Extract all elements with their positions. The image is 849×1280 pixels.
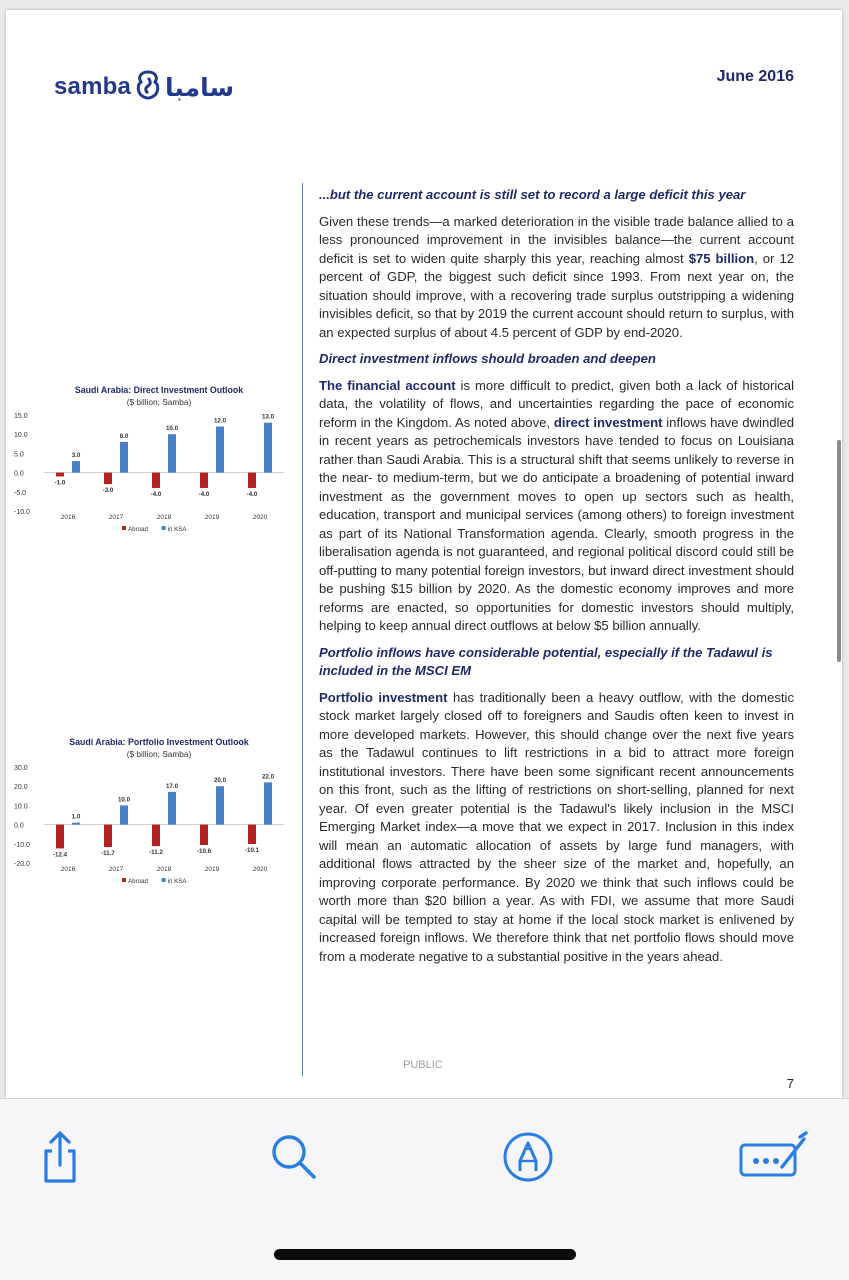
bar-abroad [200,825,208,845]
x-tick-label: 2018 [156,866,172,873]
x-tick-label: 2017 [108,514,124,521]
section-heading-portfolio: Portfolio inflows have considerable potential, especially if the Tadawul is included in the MSCI EM [319,644,773,678]
markup-button[interactable] [500,1129,556,1185]
data-label: 22.0 [261,773,275,781]
x-tick-label: 2017 [108,866,124,873]
data-label: -11.7 [101,850,115,858]
samba-emblem-icon [135,70,161,104]
share-button[interactable] [32,1129,88,1185]
section-heading-current-account: ...but the current account is still set to record a large deficit this year [319,187,746,202]
chart-svg [14,735,304,895]
y-tick-label: 10.0 [14,432,28,440]
x-tick-label: 2020 [252,866,268,873]
x-tick-label: 2018 [156,514,172,521]
text-run: is more difficult to predict, given both a lack of historical data, the volatility of flows, and uncertainties regarding the pace of economic reform in the Kingdom. As noted above, [319,377,795,430]
scrollbar-thumb[interactable] [837,440,841,662]
bar-abroad [248,473,256,488]
bar-in-ksa [216,427,224,473]
legend-swatch [162,878,166,882]
y-tick-label: -10.0 [14,509,30,516]
share-icon [38,1129,82,1185]
bar-abroad [56,825,64,849]
chart-subtitle: ($ billion; Samba) [126,749,192,759]
bar-in-ksa [264,423,272,473]
data-label: 17.0 [165,782,179,790]
data-label: -10.1 [244,846,260,854]
legend-label: in KSA [167,878,187,885]
direct-investment-chart [14,383,304,543]
data-label: 13.0 [261,413,275,421]
bar-in-ksa [72,461,80,473]
bar-abroad [56,473,64,477]
bar-in-ksa [216,786,224,824]
bar-abroad [104,825,112,847]
y-tick-label: 15.0 [14,413,28,420]
data-label: -4.0 [198,490,210,498]
data-label: 20.0 [213,777,227,785]
bold-term: The financial account [319,377,456,393]
text-run: Given these trends—a marked deterioration in the visible trade balance allied to a less pronounced improvement in the invisibles balance—the current account deficit is set to widen quite sharply this year, reaching almost [319,213,794,266]
chart-subtitle: ($ billion; Samba) [126,397,192,407]
data-label: -4.0 [246,490,258,498]
legend-swatch [162,526,166,530]
bar-abroad [152,473,160,488]
text-run: has traditionally been a heavy outflow, with the domestic stock market largely closed off to foreigners and Saudis often keen to invest in more developed markets. However, this should change over the next five years as the Tadawul continues to lift restrictions in a bid to attract more foreign institutional investors. There have been some significant recent announcements on this front, such as the lifting of restrictions on short-selling, planned for next year. Of even greater potential is the Tadawul's likely inclusion in the MSCI Emerging Market index—a move that we expect in 2017. Inclusion in this index will mean an automatic allocation of assets by large fund managers, with additional flows attracted by the sheer size of the market and, hopefully, an improving corporate performance. By 2020 we think that such inflows could be worth more than $20 billion a year. As with FDI, we assume that more Saudi capital will be tempted to stay at home if the local stock market is enlivened by increased foreign inflows. We therefore think that net portfolio flows should move from a moderate negative to a substantial positive in the years ahead. [319,689,794,964]
article-body [319,186,794,974]
y-tick-label: -10.0 [14,841,30,849]
samba-logo [54,70,234,104]
data-label: 12.0 [213,417,227,425]
legend-swatch [122,526,126,530]
y-tick-label: 0.0 [14,822,24,830]
data-label: -12.4 [52,851,68,859]
legend-label: Abroad [128,878,148,885]
paragraph-portfolio [319,689,794,967]
x-tick-label: 2016 [60,866,76,873]
search-button[interactable] [266,1129,322,1185]
bold-term: Portfolio investment [319,689,448,705]
page-number: 7 [786,1076,794,1091]
chart-title: Saudi Arabia: Direct Investment Outlook [74,385,244,395]
bar-abroad [248,825,256,844]
logo-arabic-text: سامبا [165,72,235,102]
bar-abroad [152,825,160,847]
search-icon [268,1131,320,1183]
x-tick-label: 2020 [252,514,268,521]
section-heading-direct-investment: Direct investment inflows should broaden and deepen [319,351,656,366]
report-date: June 2016 [716,68,794,85]
x-tick-label: 2019 [204,866,220,873]
x-tick-label: 2016 [60,514,76,521]
data-label: 10.0 [117,796,131,804]
data-label: 1.0 [71,813,81,821]
data-label: 10.0 [165,425,179,433]
data-label: -10.6 [196,847,212,855]
legend-label: in KSA [167,526,187,533]
bar-in-ksa [72,823,80,825]
bar-in-ksa [168,434,176,472]
data-label: -4.0 [150,490,162,498]
y-tick-label: 5.0 [14,451,24,459]
logo-latin-text: samba [54,73,132,100]
y-tick-label: 0.0 [14,470,24,478]
data-label: -3.0 [102,487,114,495]
data-label: 8.0 [119,432,129,440]
portfolio-investment-chart [14,735,304,895]
bar-abroad [200,473,208,488]
y-tick-label: -5.0 [14,489,27,497]
y-tick-label: 20.0 [14,784,28,792]
data-label: 3.0 [71,452,81,460]
legend-label: Abroad [128,526,148,533]
data-label: -1.0 [54,479,66,487]
text-run: inflows have dwindled in recent years as petrochemicals investors have tended to focus on Louisiana rather than Saudi Arabia. This is a structural shift that seems unlikely to reverse in the near- to medium-term, but we do anticipate a broadening of potential inward investment as the government moves to open up sectors such as health, education, transport and municipal services (among others) to foreign investment as part of its National Transformation agenda. Clearly, smooth progress in the liberalisation agenda is not guaranteed, and regional political discord could still be off-putting to many potential foreign investors, but inward direct investment should be pushing $15 billion by 2020. As the domestic economy improves and more reforms are enacted, so opportunities for domestic investors should multiply, helping to keep annual direct outflows at below $5 billion annually. [319,414,794,633]
paragraph-current-account [319,213,794,343]
more-keyboard-icon [738,1131,810,1183]
bar-abroad [104,473,112,485]
legend-swatch [122,878,126,882]
bar-in-ksa [120,805,128,824]
y-tick-label: 10.0 [14,803,28,811]
column-divider [302,183,303,1076]
bar-in-ksa [120,442,128,473]
text-run: , or 12 percent of GDP, the biggest such deficit since 1993. From next year on, the situation should improve, with a recovering trade surplus outstripping a widening invisibles deficit, so that by 2019 the current account should return to surplus, with an expected surplus of about 4.5 percent of GDP by end-2020. [319,250,795,340]
markup-icon [502,1131,554,1183]
chart-svg [14,383,304,543]
data-label: -11.2 [149,849,163,857]
more-tools-button[interactable] [738,1129,810,1185]
bar-in-ksa [168,792,176,825]
x-tick-label: 2019 [204,514,220,521]
classification-label: PUBLIC [403,1059,443,1071]
paragraph-direct-investment [319,377,794,636]
bar-in-ksa [264,782,272,824]
bold-figure: $75 billion [688,250,755,266]
y-tick-label: 30.0 [14,765,28,772]
y-tick-label: -20.0 [14,861,30,868]
home-indicator [274,1249,576,1260]
bottom-toolbar [0,1098,849,1280]
bold-term: direct investment [553,414,663,430]
chart-title: Saudi Arabia: Portfolio Investment Outlook [69,737,249,747]
